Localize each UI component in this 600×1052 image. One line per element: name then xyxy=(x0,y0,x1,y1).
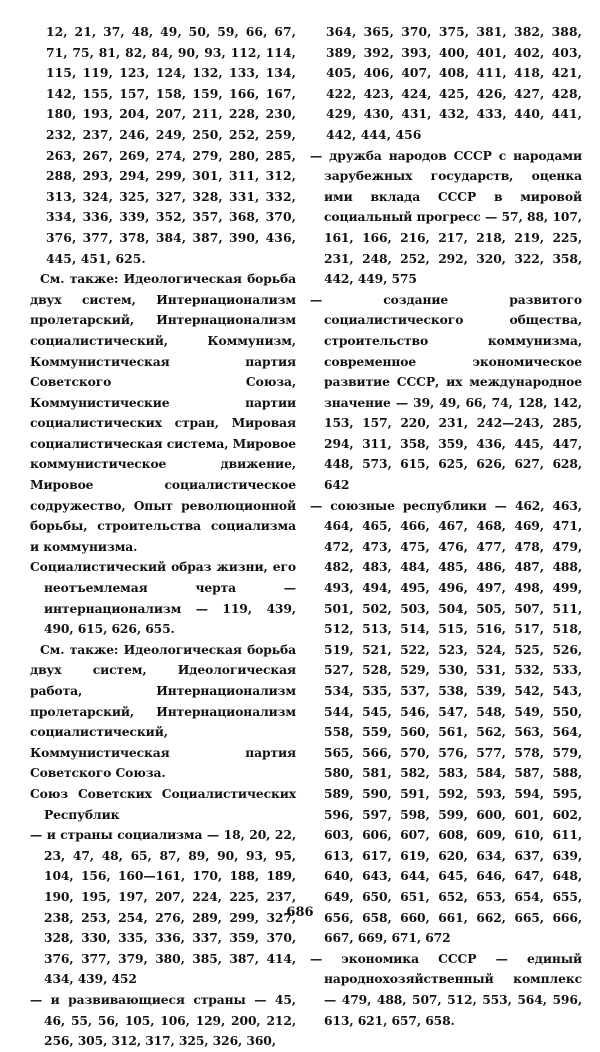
see-also-lifestyle: См. также: Идеологическая борьба двух систем, Идеологическая работа, Интернационализм пролетарский, Интернационализм социалистический, Коммунистическая партия Советского Союза. xyxy=(30,641,296,781)
index-entry-ussr: Союз Советских Социалистических Республик xyxy=(30,785,296,822)
subentry-friendship-of-peoples: — дружба народов СССР с народами зарубежных государств, оценка ими вклада СССР в мировой социальный прогресс — 57, 88, 107, 161, 166, 216, 217, 218, 219, 225, 231, 248, 252, 292, 320, 322, 358, 442, 449, 575 xyxy=(310,147,582,287)
index-numbers-continued: 12, 21, 37, 48, 49, 50, 59, 66, 67, 71, 75, 81, 82, 84, 90, 93, 112, 114, 115, 119, 123, 124, 132, 133, 134, 142, 155, 157, 158, 159, 166, 167, 180, 193, 204, 207, 211, 228, 230, 232, 237, 246, 249, 250, 252, 259, 263, 267, 269, 274, 279, 280, 285, 288, 293, 294, 299, 301, 311, 312, 313, 324, 325, 327, 328, 331, 332, 334, 336, 339, 352, 357, 368, 370, 376, 377, 378, 384, 387, 390, 436, 445, 451, 625. xyxy=(46,24,296,266)
right-column xyxy=(310,22,582,1031)
left-column xyxy=(30,22,296,1052)
index-numbers-continued-right: 364, 365, 370, 375, 381, 382, 388, 389, 392, 393, 400, 401, 402, 403, 405, 406, 407, 408, 411, 418, 421, 422, 423, 424, 425, 426, 427, 428, 429, 430, 431, 432, 433, 440, 441, 442, 444, 456 xyxy=(326,24,582,142)
page-number: 686 xyxy=(286,905,314,920)
subentry-union-republics: — союзные республики — 462, 463, 464, 465, 466, 467, 468, 469, 471, 472, 473, 475, 476, 477, 478, 479, 482, 483, 484, 485, 486, 487, 488, 493, 494, 495, 496, 497, 498, 499, 501, 502, 503, 504, 505, 507, 511, 512, 513, 514, 515, 516, 517, 518, 519, 521, 522, 523, 524, 525, 526, 527, 528, 529, 530, 531, 532, 533, 534, 535, 537, 538, 539, 542, 543, 544, 545, 546, 547, 548, 549, 550, 558, 559, 560, 561, 562, 563, 564, 565, 566, 570, 576, 577, 578, 579, 580, 581, 582, 583, 584, 587, 588, 589, 590, 591, 592, 593, 594, 595, 596, 597, 598, 599, 600, 601, 602, 603, 606, 607, 608, 609, 610, 611, 613, 617, 619, 620, 634, 637, 639, 640, 643, 644, 645, 646, 647, 648, 649, 650, 651, 652, 653, 654, 655, 656, 658, 660, 661, 662, 665, 666, 667, 669, 671, 672 xyxy=(310,497,582,946)
see-also-ideological-struggle: См. также: Идеологическая борьба двух систем, Интернационализм пролетарский, Интернационализм социалистический, Коммунизм, Коммунистическая партия Советского Союза, Коммунистические партии социалистических стран, Мировая социалистическая система, Мировое коммунистическое движение, Мировое социалистическое содружество, Опыт революционной борьбы, строительства социализма и коммунизма. xyxy=(30,271,296,554)
subentry-developed-socialism: — создание развитого социалистического общества, строительство коммунизма, современное экономическое развитие СССР, их международное значение — 39, 49, 66, 74, 128, 142, 153, 157, 220, 231, 242—243, 285, 294, 311, 358, 359, 436, 445, 447, 448, 573, 615, 625, 626, 627, 628, 642 xyxy=(310,291,582,493)
subentry-socialist-countries: — и страны социализма — 18, 20, 22, 23, 47, 48, 65, 87, 89, 90, 93, 95, 104, 156, 160—161, 170, 188, 189, 190, 195, 197, 207, 224, 225, 237, 238, 253, 254, 276, 289, 299, 327, 328, 330, 335, 336, 337, 359, 370, 376, 377, 379, 380, 385, 387, 414, 434, 439, 452 xyxy=(30,827,296,987)
subentry-developing-countries: — и развивающиеся страны — 45, 46, 55, 56, 105, 106, 129, 200, 212, 256, 305, 312, 317, 325, 326, 360, xyxy=(30,991,296,1049)
index-entry-socialist-lifestyle: Социалистический образ жизни, его неотъемлемая черта — интернационализм — 119, 439, 490, 615, 626, 655. xyxy=(30,559,296,637)
subentry-ussr-economy: — экономика СССР — единый народнохозяйственный комплекс — 479, 488, 507, 512, 553, 564, 596, 613, 621, 657, 658. xyxy=(310,950,582,1028)
